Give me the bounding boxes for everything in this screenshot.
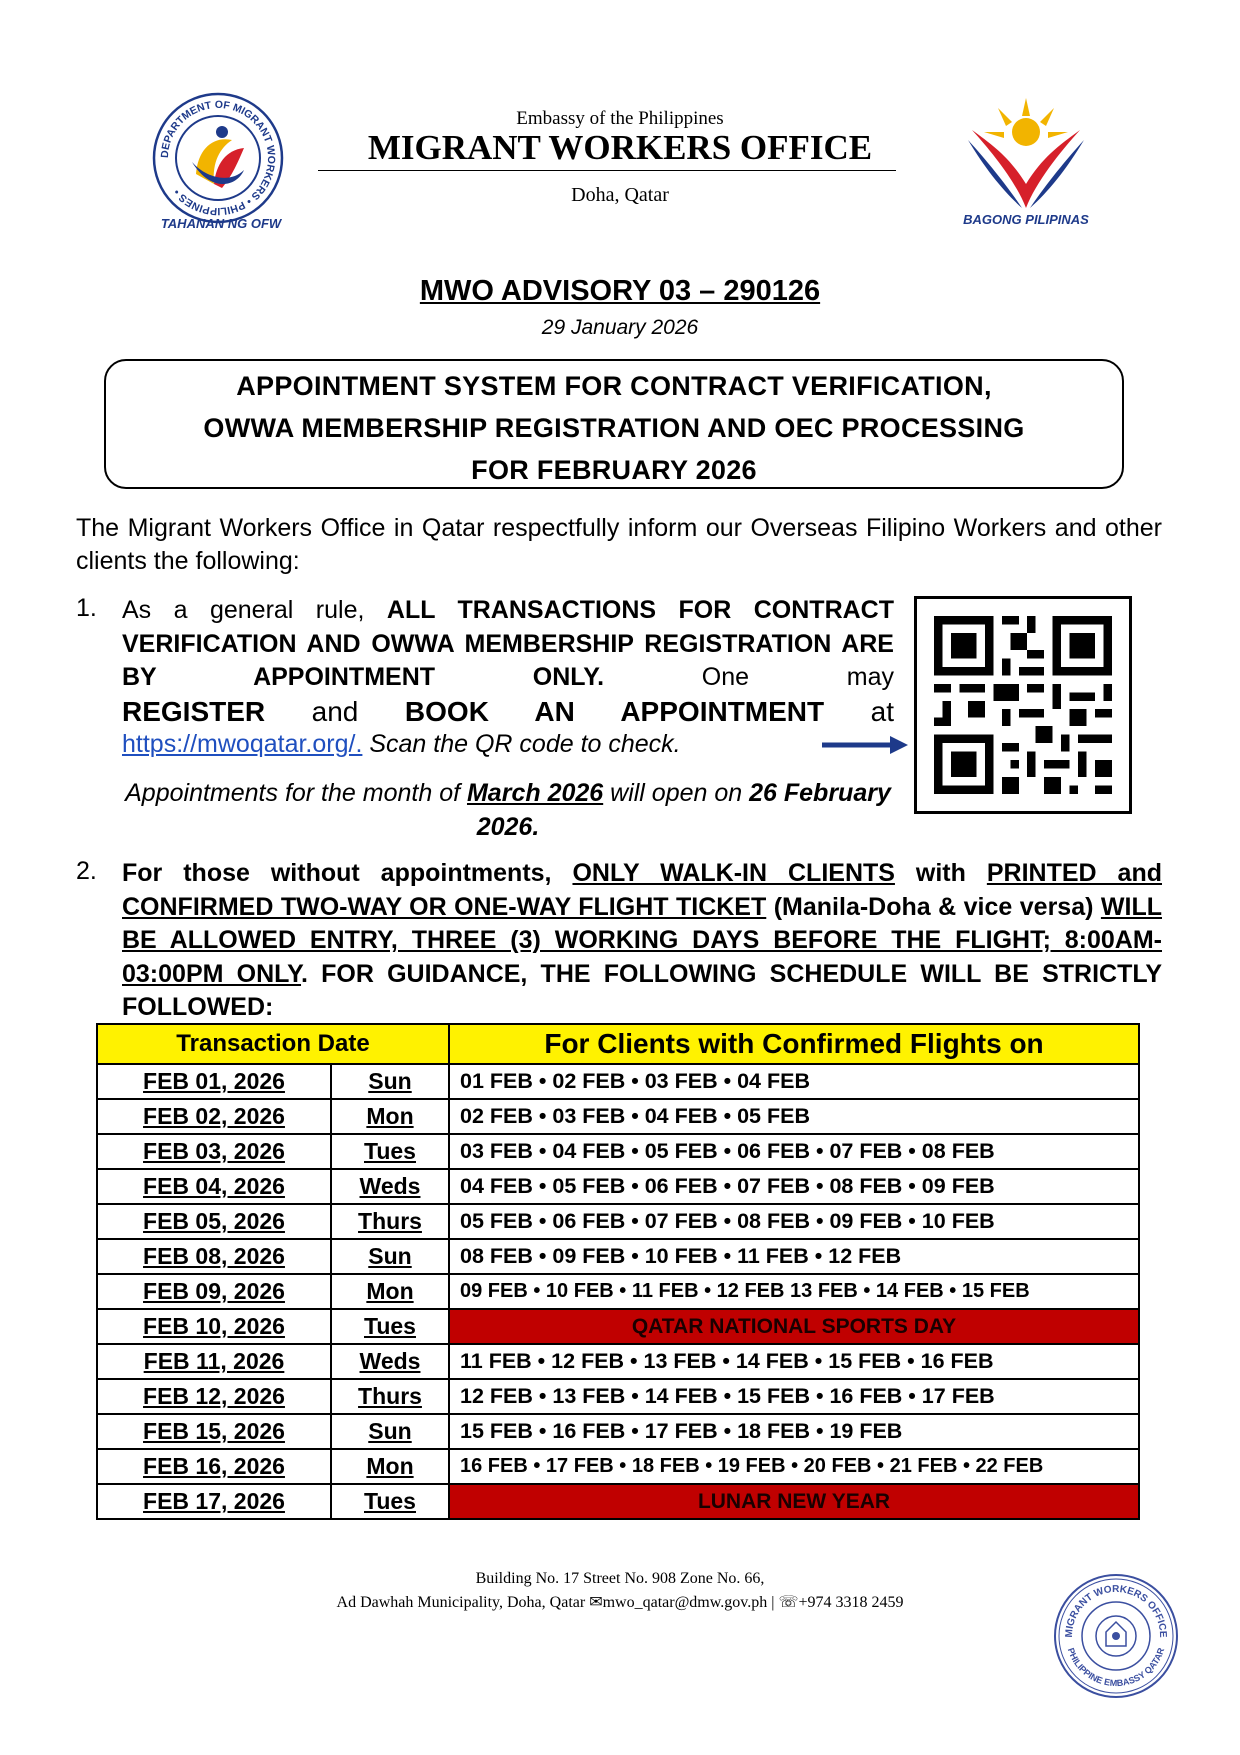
schedule-table [96, 1023, 1140, 1520]
flight-dates-cell: 09 FEB • 10 FEB • 11 FEB • 12 FEB 13 FEB • 14 FEB • 15 FEB [449, 1274, 1139, 1309]
footer-address-line-2: Ad Dawhah Municipality, Doha, Qatar ✉mwo_qatar@dmw.gov.ph | ☏+974 3318 2459 [336, 1594, 904, 1611]
flight-dates-cell: 08 FEB • 09 FEB • 10 FEB • 11 FEB • 12 FEB [449, 1239, 1139, 1274]
envelope-icon: ✉ [589, 1594, 603, 1611]
flight-dates-cell: 15 FEB • 16 FEB • 17 FEB • 18 FEB • 19 FEB [449, 1414, 1139, 1449]
transaction-date-cell: FEB 02, 2026 [97, 1099, 331, 1134]
weekday-cell: Sun [331, 1064, 449, 1099]
advisory-title-box [104, 359, 1124, 489]
seal-top-text: MIGRANT WORKERS OFFICE [1063, 1583, 1169, 1638]
header-divider [318, 170, 896, 171]
holiday-cell: QATAR NATIONAL SPORTS DAY [449, 1309, 1139, 1344]
column-header-transaction-date: Transaction Date [97, 1024, 449, 1064]
item-1-register-line: REGISTER and BOOK AN APPOINTMENT at [122, 695, 895, 727]
advisory-title-line: APPOINTMENT SYSTEM FOR CONTRACT VERIFICATION, [236, 371, 992, 401]
schedule-row [97, 1379, 1139, 1414]
dmw-ring-text: DEPARTMENT OF MIGRANT WORKERS • PHILIPPINES • [158, 98, 278, 218]
flight-dates-cell: 01 FEB • 02 FEB • 03 FEB • 04 FEB [449, 1064, 1139, 1099]
dmw-logo-caption: TAHANAN NG OFW [160, 216, 282, 231]
office-name: MIGRANT WORKERS OFFICE [367, 128, 873, 167]
weekday-cell: Mon [331, 1449, 449, 1484]
advisory-title-line: FOR FEBRUARY 2026 [471, 455, 757, 485]
weekday-cell: Thurs [331, 1204, 449, 1239]
schedule-row [97, 1449, 1139, 1484]
weekday-cell: Tues [331, 1309, 449, 1344]
transaction-date-cell: FEB 11, 2026 [97, 1344, 331, 1379]
intro-paragraph: The Migrant Workers Office in Qatar respectfully inform our Overseas Filipino Workers and other clients the following: [76, 514, 1162, 575]
transaction-date-cell: FEB 04, 2026 [97, 1169, 331, 1204]
svg-text:PHILIPPINE EMBASSY QATAR [1066, 1646, 1167, 1688]
schedule-row [97, 1204, 1139, 1239]
schedule-row [97, 1064, 1139, 1099]
flight-dates-cell: 05 FEB • 06 FEB • 07 FEB • 08 FEB • 09 FEB • 10 FEB [449, 1204, 1139, 1239]
flight-dates-cell: 02 FEB • 03 FEB • 04 FEB • 05 FEB [449, 1099, 1139, 1134]
embassy-name: Embassy of the Philippines [516, 108, 724, 129]
office-city: Doha, Qatar [571, 184, 669, 206]
mwo-qatar-seal [1052, 1572, 1180, 1700]
bagong-pilipinas-caption: BAGONG PILIPINAS [963, 212, 1089, 227]
flight-dates-cell: 12 FEB • 13 FEB • 14 FEB • 15 FEB • 16 FEB • 17 FEB [449, 1379, 1139, 1414]
phone-icon: ☏ [778, 1594, 799, 1611]
schedule-row [97, 1169, 1139, 1204]
transaction-date-cell: FEB 05, 2026 [97, 1204, 331, 1239]
transaction-date-cell: FEB 09, 2026 [97, 1274, 331, 1309]
transaction-date-cell: FEB 10, 2026 [97, 1309, 331, 1344]
schedule-row [97, 1239, 1139, 1274]
schedule-row [97, 1309, 1139, 1344]
schedule-row [97, 1099, 1139, 1134]
weekday-cell: Sun [331, 1239, 449, 1274]
advisory-date: 29 January 2026 [541, 316, 699, 339]
schedule-header-row [97, 1024, 1139, 1064]
item-2-number: 2. [76, 857, 97, 885]
footer-address-line-1: Building No. 17 Street No. 908 Zone No. 66, [475, 1570, 765, 1587]
weekday-cell: Sun [331, 1414, 449, 1449]
flight-dates-cell: 16 FEB • 17 FEB • 18 FEB • 19 FEB • 20 FEB • 21 FEB • 22 FEB [449, 1449, 1139, 1484]
registration-link[interactable]: https://mwoqatar.org/. [122, 730, 363, 758]
weekday-cell: Tues [331, 1484, 449, 1519]
item-2-paragraph: For those without appointments, ONLY WALK-IN CLIENTS with PRINTED and CONFIRMED TWO-WAY OR ONE-WAY FLIGHT TICKET (Manila-Doha & vice versa) WILL BE ALLOWED ENTRY, THREE (3) WORKING DAYS BEFORE THE FLIGHT; 8:00AM-03:00PM ONLY. FOR GUIDANCE, THE FOLLOWING SCHEDULE WILL BE STRICTLY FOLLOWED: [122, 859, 1162, 1021]
item-1-number: 1. [76, 594, 97, 622]
arrow-right-icon [820, 734, 910, 756]
column-header-flights: For Clients with Confirmed Flights on [449, 1024, 1139, 1064]
bagong-pilipinas-logo [962, 92, 1090, 212]
weekday-cell: Mon [331, 1274, 449, 1309]
advisory-title-line: OWWA MEMBERSHIP REGISTRATION AND OEC PROCESSING [203, 413, 1025, 443]
flight-dates-cell: 03 FEB • 04 FEB • 05 FEB • 06 FEB • 07 FEB • 08 FEB [449, 1134, 1139, 1169]
flight-dates-cell: 04 FEB • 05 FEB • 06 FEB • 07 FEB • 08 FEB • 09 FEB [449, 1169, 1139, 1204]
advisory-number: MWO ADVISORY 03 – 290126 [419, 275, 821, 307]
schedule-row [97, 1414, 1139, 1449]
qr-code[interactable] [914, 596, 1132, 814]
weekday-cell: Mon [331, 1099, 449, 1134]
footer-email[interactable]: mwo_qatar@dmw.gov.ph [602, 1594, 768, 1611]
weekday-cell: Thurs [331, 1379, 449, 1414]
item-1-link-line: https://mwoqatar.org/. Scan the QR code to check. [122, 730, 681, 758]
transaction-date-cell: FEB 01, 2026 [97, 1064, 331, 1099]
transaction-date-cell: FEB 17, 2026 [97, 1484, 331, 1519]
transaction-date-cell: FEB 12, 2026 [97, 1379, 331, 1414]
schedule-row [97, 1274, 1139, 1309]
footer-phone: +974 3318 2459 [798, 1594, 904, 1611]
weekday-cell: Tues [331, 1134, 449, 1169]
transaction-date-cell: FEB 16, 2026 [97, 1449, 331, 1484]
item-1-text: As a general rule, ALL TRANSACTIONS FOR CONTRACT VERIFICATION AND OWWA MEMBERSHIP REGISTRATION ARE BY APPOINTMENT ONLY. One may [122, 596, 895, 691]
transaction-date-cell: FEB 15, 2026 [97, 1414, 331, 1449]
weekday-cell: Weds [331, 1344, 449, 1379]
schedule-row [97, 1344, 1139, 1379]
seal-bottom-text: PHILIPPINE EMBASSY QATAR [1065, 1646, 1167, 1689]
holiday-cell: LUNAR NEW YEAR [449, 1484, 1139, 1519]
schedule-row [97, 1134, 1139, 1169]
transaction-date-cell: FEB 08, 2026 [97, 1239, 331, 1274]
transaction-date-cell: FEB 03, 2026 [97, 1134, 331, 1169]
appointment-opening-note: Appointments for the month of March 2026 will open on 26 February 2026. [125, 779, 891, 841]
flight-dates-cell: 11 FEB • 12 FEB • 13 FEB • 14 FEB • 15 FEB • 16 FEB [449, 1344, 1139, 1379]
weekday-cell: Weds [331, 1169, 449, 1204]
schedule-row [97, 1484, 1139, 1519]
item-1-paragraph [122, 594, 894, 762]
